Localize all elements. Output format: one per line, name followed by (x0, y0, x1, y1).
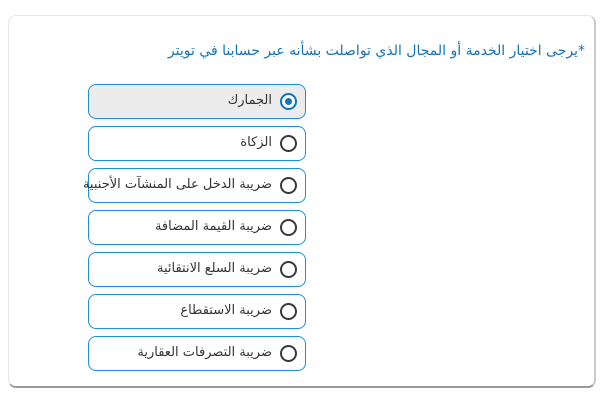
option-label: ضريبة التصرفات العقارية (137, 345, 272, 360)
option-label: الجمارك (227, 93, 272, 108)
option-excise-tax[interactable] (88, 252, 306, 287)
option-label: ضريبة الدخل على المنشآت الأجنبية (82, 177, 272, 192)
question-card (8, 15, 596, 388)
question-label: *يرجى اختيار الخدمة أو المجال الذي تواصلت بشأنه عبر حسابنا في تويتر (167, 43, 585, 59)
radio-button-icon[interactable] (280, 177, 297, 194)
option-zakat[interactable] (88, 126, 306, 161)
radio-group (82, 84, 306, 378)
option-real-estate-tax[interactable] (88, 336, 306, 371)
radio-button-icon[interactable] (280, 261, 297, 278)
radio-button-icon[interactable] (280, 93, 297, 110)
option-withholding-tax[interactable] (88, 294, 306, 329)
radio-dot-icon (285, 98, 292, 105)
radio-button-icon[interactable] (280, 303, 297, 320)
option-customs[interactable] (88, 84, 306, 119)
radio-button-icon[interactable] (280, 135, 297, 152)
option-foreign-income-tax[interactable] (82, 168, 306, 203)
option-label: الزكاة (240, 135, 272, 150)
option-label: ضريبة السلع الانتقائية (157, 261, 272, 276)
option-label: ضريبة الاستقطاع (180, 303, 272, 318)
option-vat[interactable] (88, 210, 306, 245)
option-label: ضريبة القيمة المضافة (154, 219, 272, 234)
radio-button-icon[interactable] (280, 345, 297, 362)
radio-button-icon[interactable] (280, 219, 297, 236)
